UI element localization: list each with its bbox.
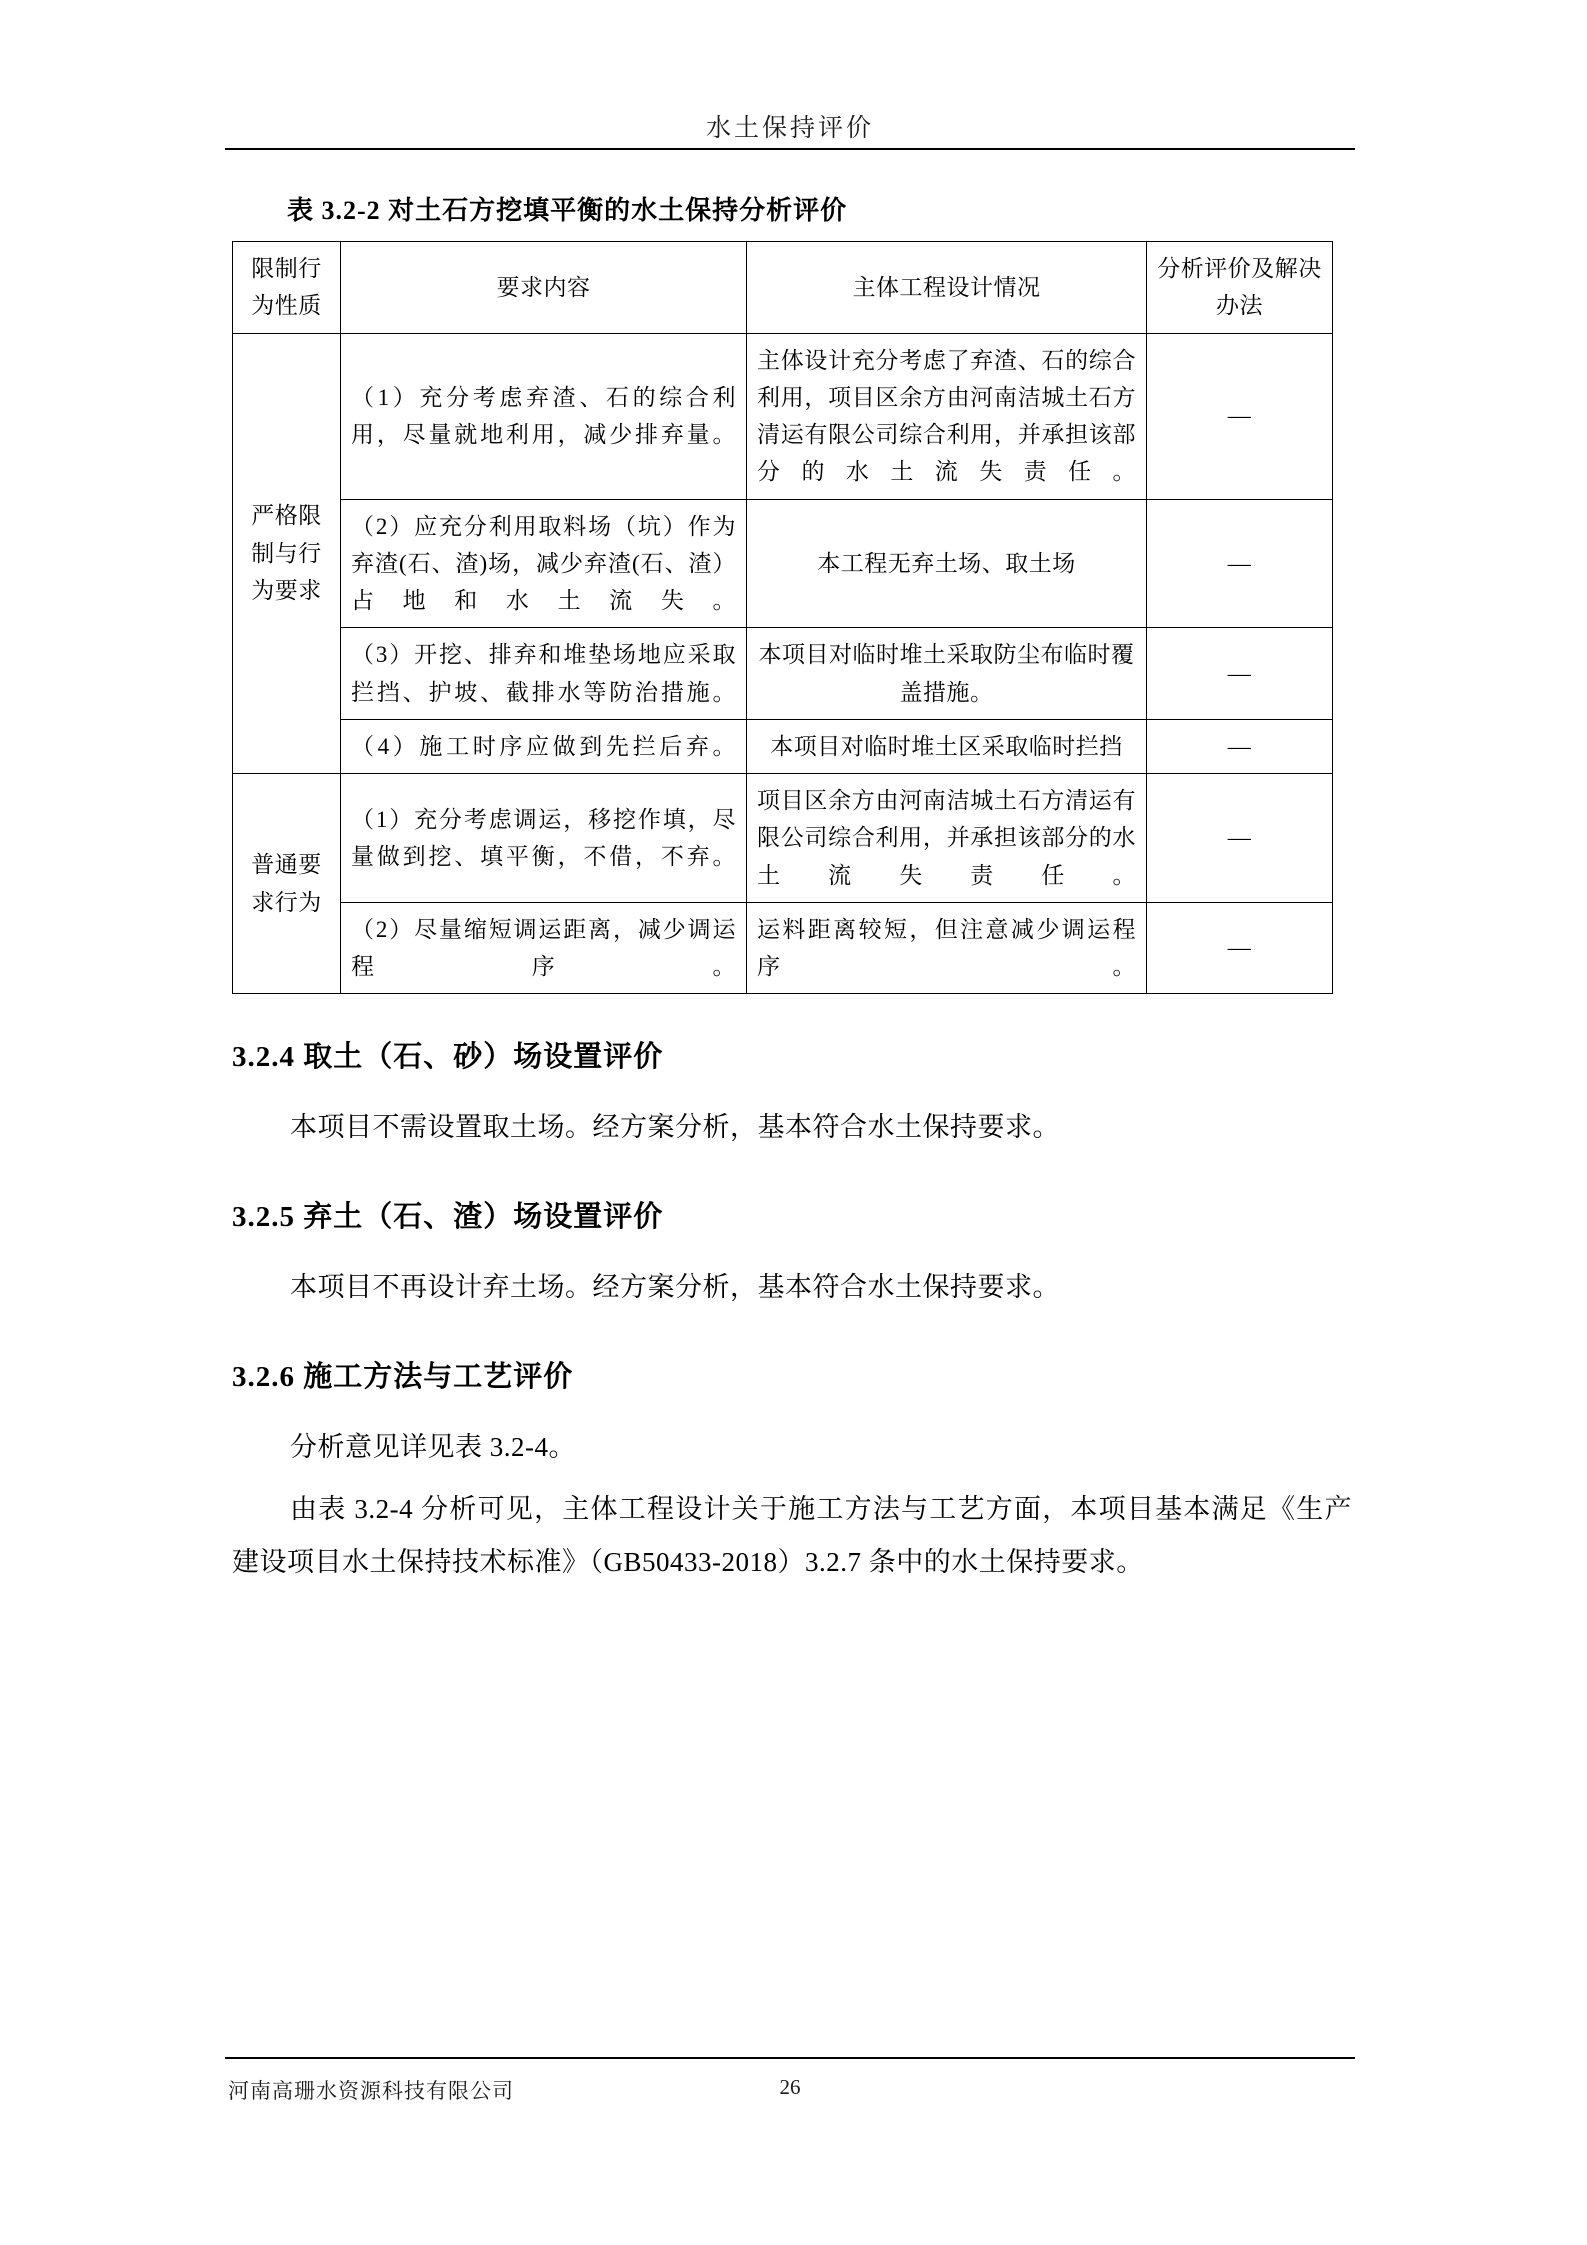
page-content — [232, 190, 1352, 1598]
section-paragraph: 本项目不需设置取土场。经方案分析，基本符合水土保持要求。 — [290, 1112, 1060, 1143]
row-evaluation: — — [1147, 333, 1333, 499]
evaluation-table — [232, 241, 1333, 994]
row-evaluation: — — [1147, 719, 1333, 773]
row-evaluation: — — [1147, 628, 1333, 720]
row-design: 运料距离较短，但注意减少调运程序。 — [747, 902, 1147, 994]
header-divider — [225, 148, 1355, 150]
row-category: 普通要求行为 — [233, 774, 341, 994]
table-col-header: 要求内容 — [341, 242, 747, 334]
row-requirement: （2）尽量缩短调运距离，减少调运程序。 — [341, 902, 747, 994]
row-design: 项目区余方由河南洁城土石方清运有限公司综合利用，并承担该部分的水土流失责任。 — [747, 774, 1147, 903]
row-evaluation: — — [1147, 902, 1333, 994]
footer-divider — [225, 2057, 1355, 2059]
section-heading-325: 3.2.5 弃土（石、渣）场设置评价 — [232, 1200, 664, 1233]
row-design: 本项目对临时堆土区采取临时拦挡 — [747, 719, 1147, 773]
row-category: 严格限制与行为要求 — [233, 333, 341, 774]
table-row — [233, 902, 1333, 994]
row-design: 主体设计充分考虑了弃渣、石的综合利用，项目区余方由河南洁城土石方清运有限公司综合利用，并承担该部分的水土流失责任。 — [747, 333, 1147, 499]
table-row — [233, 499, 1333, 628]
table-caption: 表 3.2-2 对土石方挖填平衡的水土保持分析评价 — [287, 196, 848, 225]
section-heading-326: 3.2.6 施工方法与工艺评价 — [232, 1360, 574, 1393]
section-paragraph: 由表 3.2-4 分析可见，主体工程设计关于施工方法与工艺方面，本项目基本满足《生产建设项目水土保持技术标准》（GB50433-2018）3.2.7 条中的水土保持要求。 — [232, 1494, 1352, 1577]
row-design: 本工程无弃土场、取土场 — [747, 499, 1147, 628]
footer-company: 河南高珊水资源科技有限公司 — [228, 2079, 514, 2103]
table-col-header: 主体工程设计情况 — [747, 242, 1147, 334]
section-heading-324: 3.2.4 取土（石、砂）场设置评价 — [232, 1041, 664, 1074]
row-requirement: （4）施工时序应做到先拦后弃。 — [341, 719, 747, 773]
row-requirement: （1）充分考虑调运，移挖作填，尽量做到挖、填平衡，不借，不弃。 — [341, 774, 747, 903]
row-requirement: （3）开挖、排弃和堆垫场地应采取拦挡、护坡、截排水等防治措施。 — [341, 628, 747, 720]
table-header-row — [233, 242, 1333, 334]
row-requirement: （1）充分考虑弃渣、石的综合利用，尽量就地利用，减少排弃量。 — [341, 333, 747, 499]
section-paragraph: 本项目不再设计弃土场。经方案分析，基本符合水土保持要求。 — [290, 1271, 1060, 1302]
table-row — [233, 774, 1333, 903]
running-header: 水土保持评价 — [705, 115, 874, 142]
row-design: 本项目对临时堆土采取防尘布临时覆盖措施。 — [747, 628, 1147, 720]
row-evaluation: — — [1147, 774, 1333, 903]
table-row — [233, 628, 1333, 720]
table-row — [233, 333, 1333, 499]
footer-page-number: 26 — [779, 2075, 801, 2099]
table-col-header: 分析评价及解决办法 — [1147, 242, 1333, 334]
table-row — [233, 719, 1333, 773]
table-col-header: 限制行为性质 — [233, 242, 341, 334]
row-requirement: （2）应充分利用取料场（坑）作为弃渣(石、渣)场，减少弃渣(石、渣）占地和水土流失。 — [341, 499, 747, 628]
section-paragraph: 分析意见详见表 3.2-4。 — [290, 1431, 576, 1462]
row-evaluation: — — [1147, 499, 1333, 628]
